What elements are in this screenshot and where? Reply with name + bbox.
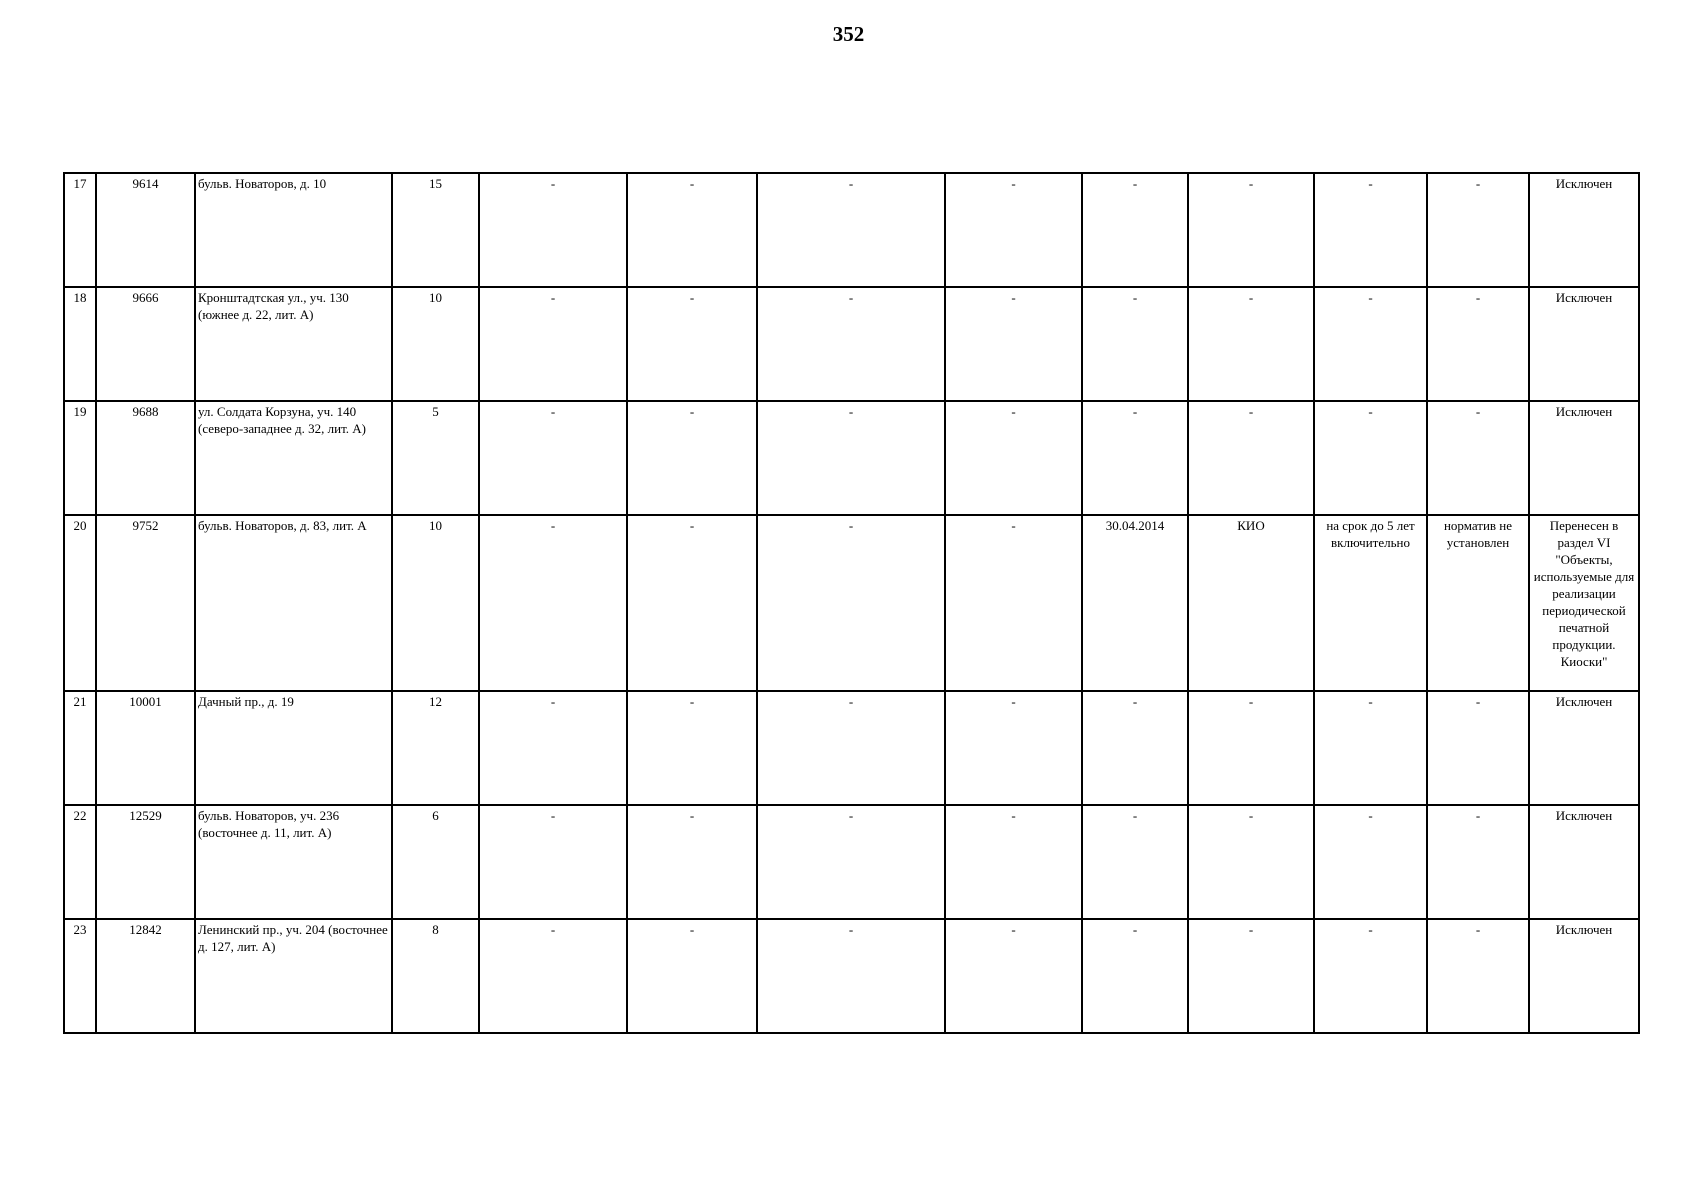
object-id-cell: 9614 [96,173,195,287]
area-cell: 10 [392,515,479,691]
column-7-cell: - [757,401,945,515]
area-cell: 15 [392,173,479,287]
table-row [64,805,1639,919]
norm-cell: - [1427,173,1529,287]
column-6-cell: - [627,919,757,1033]
area-cell: 10 [392,287,479,401]
column-6-cell: - [627,173,757,287]
authority-cell: - [1188,691,1314,805]
date-cell: - [1082,401,1188,515]
table-row [64,173,1639,287]
term-cell: - [1314,919,1427,1033]
object-id-cell: 9752 [96,515,195,691]
column-5-cell: - [479,515,627,691]
term-cell: - [1314,691,1427,805]
column-6-cell: - [627,515,757,691]
column-7-cell: - [757,287,945,401]
date-cell: - [1082,919,1188,1033]
table-row [64,691,1639,805]
authority-cell: КИО [1188,515,1314,691]
table-row [64,287,1639,401]
column-8-cell: - [945,515,1082,691]
term-cell: - [1314,287,1427,401]
address-cell: бульв. Новаторов, д. 83, лит. А [195,515,392,691]
area-cell: 12 [392,691,479,805]
column-5-cell: - [479,173,627,287]
column-6-cell: - [627,805,757,919]
term-cell: - [1314,401,1427,515]
object-id-cell: 12842 [96,919,195,1033]
page-number: 352 [832,22,865,46]
term-cell: - [1314,805,1427,919]
row-number-cell: 19 [64,401,96,515]
status-cell: Исключен [1529,691,1639,805]
column-8-cell: - [945,691,1082,805]
norm-cell: - [1427,401,1529,515]
date-cell: 30.04.2014 [1082,515,1188,691]
row-number-cell: 21 [64,691,96,805]
status-cell: Исключен [1529,401,1639,515]
area-cell: 6 [392,805,479,919]
column-8-cell: - [945,287,1082,401]
column-7-cell: - [757,919,945,1033]
row-number-cell: 20 [64,515,96,691]
term-cell: - [1314,173,1427,287]
term-cell: на срок до 5 лет включительно [1314,515,1427,691]
authority-cell: - [1188,805,1314,919]
column-7-cell: - [757,805,945,919]
registry-table [63,172,1640,1034]
status-cell: Исключен [1529,173,1639,287]
table-row [64,515,1639,691]
column-5-cell: - [479,805,627,919]
authority-cell: - [1188,173,1314,287]
column-7-cell: - [757,691,945,805]
norm-cell: - [1427,691,1529,805]
norm-cell: - [1427,287,1529,401]
row-number-cell: 17 [64,173,96,287]
date-cell: - [1082,805,1188,919]
column-8-cell: - [945,173,1082,287]
address-cell: Кронштадтская ул., уч. 130 (южнее д. 22, лит. А) [195,287,392,401]
status-cell: Исключен [1529,287,1639,401]
row-number-cell: 23 [64,919,96,1033]
column-7-cell: - [757,515,945,691]
status-cell: Исключен [1529,919,1639,1033]
status-cell: Исключен [1529,805,1639,919]
date-cell: - [1082,691,1188,805]
object-id-cell: 9688 [96,401,195,515]
object-id-cell: 9666 [96,287,195,401]
area-cell: 8 [392,919,479,1033]
authority-cell: - [1188,401,1314,515]
authority-cell: - [1188,287,1314,401]
column-5-cell: - [479,401,627,515]
column-6-cell: - [627,287,757,401]
table-body [64,173,1639,1033]
column-5-cell: - [479,287,627,401]
area-cell: 5 [392,401,479,515]
norm-cell: норматив не установлен [1427,515,1529,691]
norm-cell: - [1427,919,1529,1033]
table-row [64,401,1639,515]
object-id-cell: 10001 [96,691,195,805]
column-8-cell: - [945,805,1082,919]
column-6-cell: - [627,401,757,515]
address-cell: бульв. Новаторов, д. 10 [195,173,392,287]
date-cell: - [1082,173,1188,287]
address-cell: Дачный пр., д. 19 [195,691,392,805]
column-8-cell: - [945,401,1082,515]
column-8-cell: - [945,919,1082,1033]
object-id-cell: 12529 [96,805,195,919]
column-5-cell: - [479,691,627,805]
table-row [64,919,1639,1033]
authority-cell: - [1188,919,1314,1033]
column-7-cell: - [757,173,945,287]
address-cell: ул. Солдата Корзуна, уч. 140 (северо-западнее д. 32, лит. А) [195,401,392,515]
row-number-cell: 22 [64,805,96,919]
column-5-cell: - [479,919,627,1033]
norm-cell: - [1427,805,1529,919]
status-cell: Перенесен в раздел VI "Объекты, используемые для реализации периодической печатной продукции. Киоски" [1529,515,1639,691]
column-6-cell: - [627,691,757,805]
row-number-cell: 18 [64,287,96,401]
address-cell: бульв. Новаторов, уч. 236 (восточнее д. 11, лит. А) [195,805,392,919]
date-cell: - [1082,287,1188,401]
address-cell: Ленинский пр., уч. 204 (восточнее д. 127, лит. А) [195,919,392,1033]
